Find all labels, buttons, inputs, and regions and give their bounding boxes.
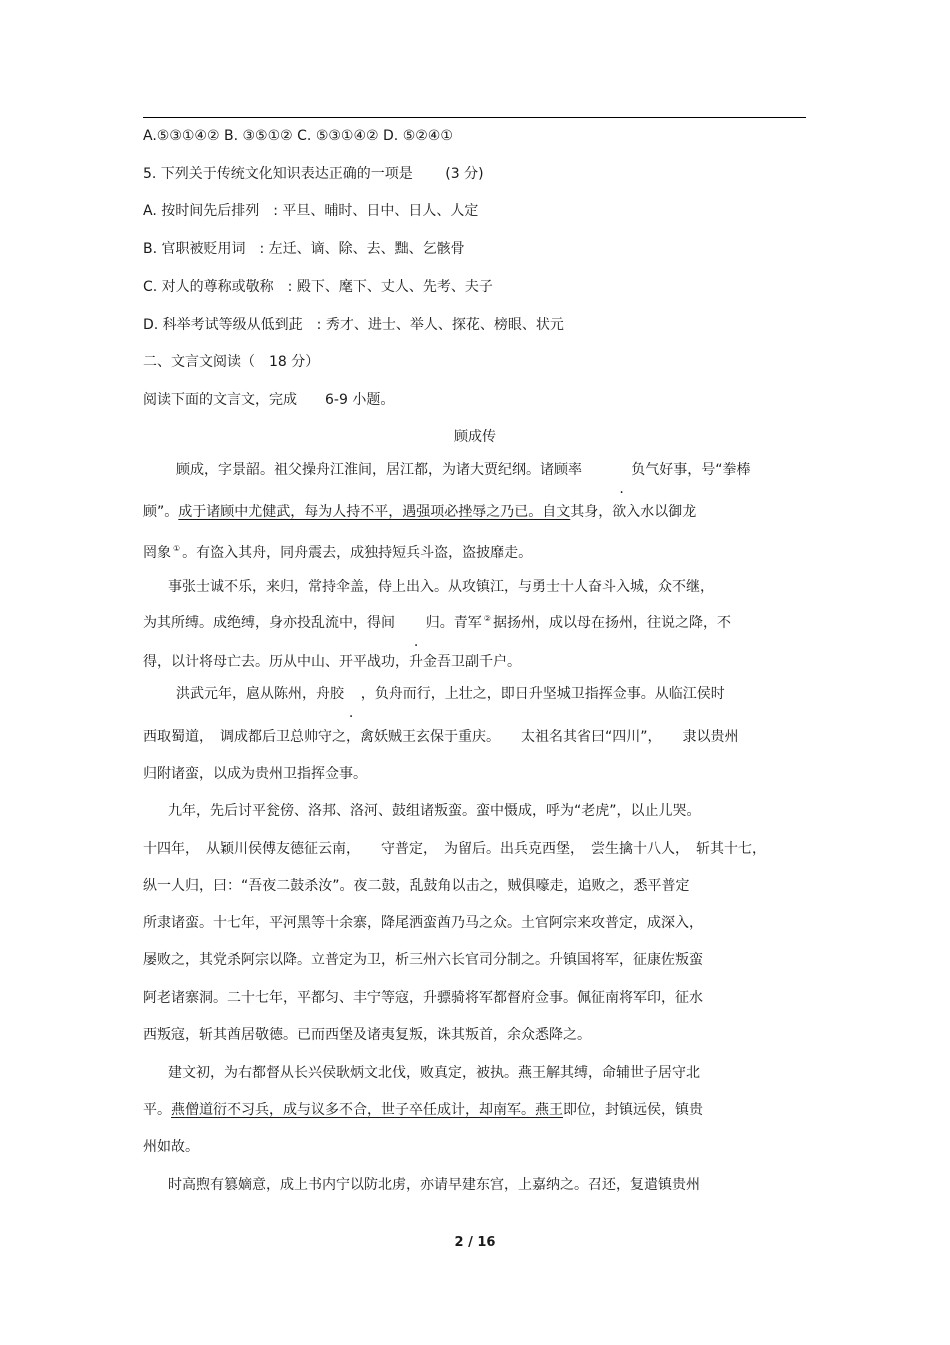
- passage-line: 州如故。: [143, 1139, 199, 1155]
- page-number: 2 / 16: [454, 1235, 496, 1250]
- passage-line: 洪武元年，扈从陈州，舟胶 ，负舟而行，上壮之，即日升坚城卫指挥佥事。从临江侯时: [176, 686, 725, 702]
- underlined-sentence: 成于诸顾中尤健武，每为人持不平，遇强项必挫辱之乃已。自文: [178, 504, 571, 520]
- passage-line: 时高煦有篡嫡意，成上书内宁以防北虏，亦请早建东宫，上嘉纳之。召还，复遣镇贵州: [168, 1177, 700, 1193]
- reading-instruction: 阅读下面的文言文，完成 6-9 小题。: [143, 392, 395, 408]
- passage-line: 得，以计将母亡去。历从中山、开平战功，升金吾卫副千户。: [143, 654, 521, 670]
- passage-line: 纵一人归，曰：“吾夜二鼓杀汝”。夜二鼓，乱鼓角以击之，贼俱嚎走，追败之，悉平普定: [143, 878, 690, 894]
- passage-title: 顾成传: [454, 429, 496, 445]
- header-rule: [143, 117, 806, 118]
- passage-line: 罔象 ① 。有盗入其舟，同舟震去，成独持短兵斗盗，盗披靡走。: [143, 544, 533, 561]
- section-heading: 二、文言文阅读（ 18 分）: [143, 354, 320, 370]
- passage-line: 事张士诚不乐，来归，常持伞盖，侍上出入。从攻镇江，与勇士十人奋斗入城，众不继，: [168, 579, 714, 595]
- footnote-marker: ①: [173, 544, 181, 553]
- passage-line: 屡败之，其党杀阿宗以降。立普定为卫，析三州六长官司分制之。升镇国将军，征康佐叛蛮: [143, 952, 703, 968]
- passage-line: 西取蜀道， 调成都后卫总帅守之，禽妖贼王玄保于重庆。 太祖名其省曰“四川”， 隶以贵州: [143, 729, 739, 745]
- passage-line: 顾”。成于诸顾中尤健武，每为人持不平，遇强项必挫辱之乃已。自文其身，欲入水以御龙: [143, 504, 697, 520]
- passage-line: 平。燕僧道衍不习兵，成与议多不合，世子卒任成计，却南军。燕王即位，封镇远侯，镇贵: [143, 1102, 703, 1118]
- passage-line: 为其所缚。成绝缚，身亦投乱流中，得间 归。青军 ② 据扬州，成以母在扬州，往说之降，不: [143, 614, 731, 631]
- passage-line: 九年，先后讨平瓮傍、洛邦、洛河、鼓组诸叛蛮。蛮中慑成，呼为“老虎”，以止儿哭。: [168, 803, 701, 819]
- passage-line: 建文初，为右都督从长兴侯耿炳文北伐，败真定，被执。燕王解其缚，命辅世子居守北: [168, 1065, 700, 1081]
- footnote-marker: ②: [483, 614, 491, 623]
- question-5-option-c: C. 对人的尊称或敬称 : 殿下、麾下、丈人、先考、夫子: [143, 279, 493, 295]
- question-5-stem: 5. 下列关于传统文化知识表达正确的一项是 (3 分): [143, 166, 484, 182]
- passage-line: 阿老诸寨洞。二十七年，平都匀、丰宁等寇，升骠骑将军都督府佥事。佩征南将军印，征水: [143, 990, 703, 1006]
- question-5-option-a: A. 按时间先后排列 : 平旦、晡时、日中、日人、人定: [143, 203, 479, 219]
- passage-line: 归附诸蛮，以成为贵州卫指挥佥事。: [143, 766, 367, 782]
- passage-line: 十四年， 从颖川侯傅友德征云南， 守普定， 为留后。出兵克西堡， 尝生擒十八人， 斩其十七，: [143, 841, 766, 857]
- answer-options: A.⑤③①④② B. ③⑤①② C. ⑤③①④② D. ⑤②④①: [143, 128, 453, 144]
- passage-line: 所隶诸蛮。十七年，平河黑等十余寨，降尾洒蛮酋乃马之众。土官阿宗来攻普定，成深入，: [143, 915, 703, 931]
- underlined-sentence: 燕僧道衍不习兵，成与议多不合，世子卒任成计，却南军。燕王: [171, 1102, 563, 1118]
- passage-line: 西叛寇，斩其酋居敬德。已而西堡及诸夷复叛，诛其叛首，余众悉降之。: [143, 1027, 591, 1043]
- question-5-option-b: B. 官职被贬用词 : 左迁、谪、除、去、黜、乞骸骨: [143, 241, 465, 257]
- passage-line: 顾成，字景韶。祖父操舟江淮间，居江都，为诸大贾纪纲。诸顾率 负气好事，号“拳棒: [176, 462, 751, 478]
- question-5-option-d: D. 科举考试等级从低到茈 : 秀才、进士、举人、探花、榜眼、状元: [143, 317, 564, 333]
